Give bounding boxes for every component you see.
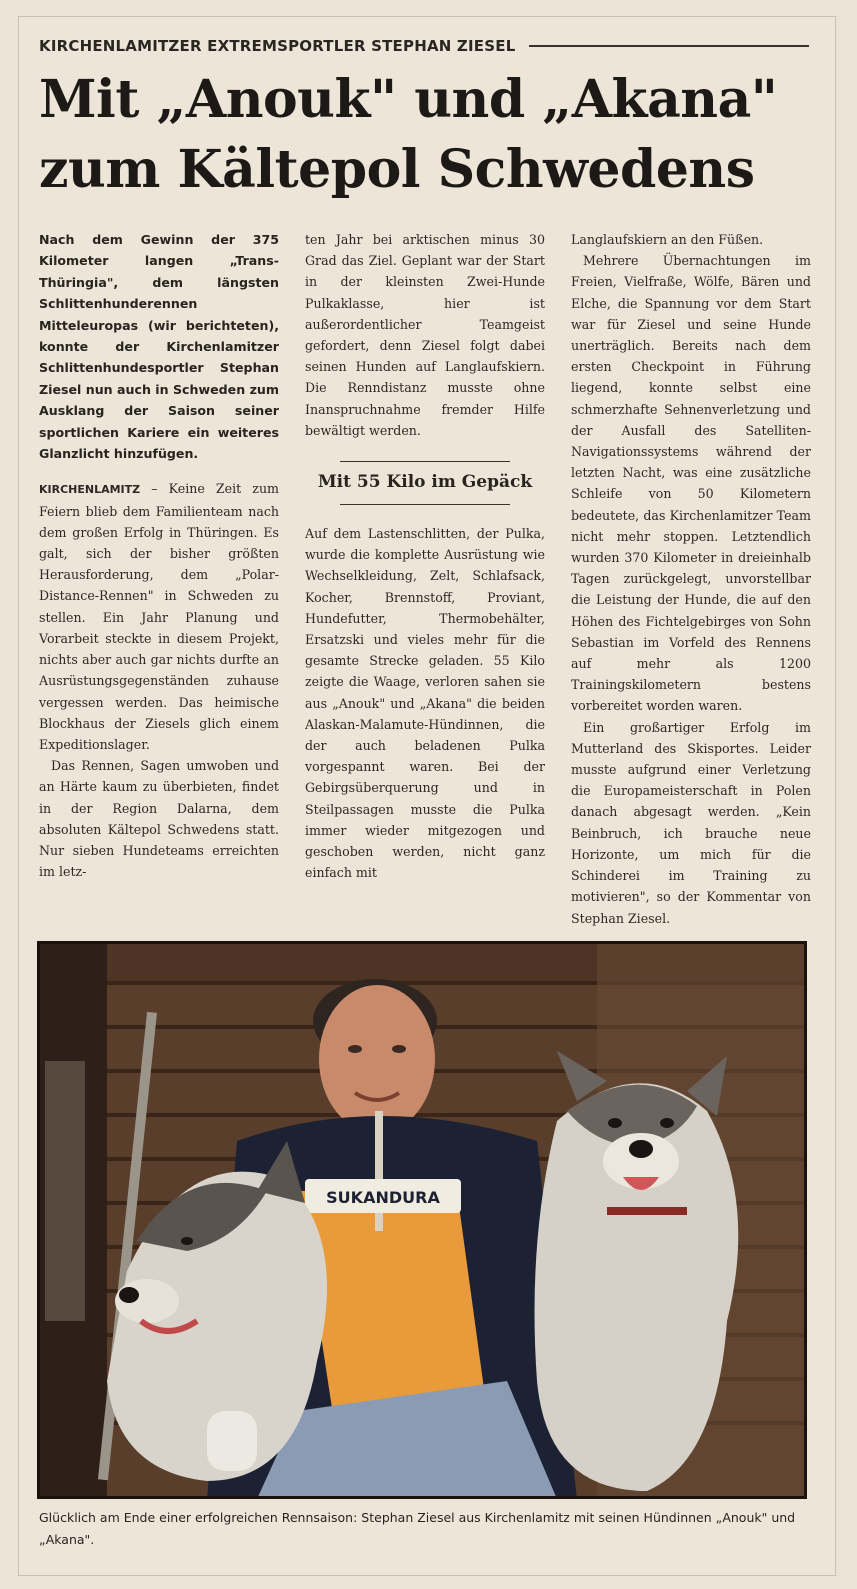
photo-illustration	[37, 941, 807, 1499]
body-paragraph: Das Rennen, Sagen umwoben und an Härte kaum zu überbieten, findet in der Region Dalarna, dem absoluten Kältepol Schwedens statt. Nur sieben Hundeteams erreichten im letz-	[39, 758, 279, 880]
kicker-rule	[529, 45, 809, 47]
body-paragraph: Mehrere Übernachtungen im Freien, Vielfraße, Wölfe, Bären und Elche, die Spannung vor dem Start war für Ziesel und seine Hunde unerträglich. Bereits nach dem ersten Checkpoint in Führung liegend, konnte selbst eine schmerzhafte Sehnenverletzung und der Ausfall des Satelliten-Navigationssystems während der letzten Nacht, was eine zusätzliche Schleife von 50 Kilometern bedeutete, das Kirchenlamitzer Team nicht mehr stoppen. Letztendlich wurden 370 Kilometer in dreieinhalb Tagen zurückgelegt, unvorstellbar die Leistung der Hunde, die auf den Höhen des Fichtelgebirges von Sohn Sebastian im Vorfeld des Rennens auf mehr als 1200 Trainingskilometern bestens vorbereitet worden waren.	[571, 253, 811, 714]
body-paragraph: Ein großartiger Erfolg im Mutterland des Skisportes. Leider musste aufgrund einer Verletzung die Europameisterschaft in Polen danach abgesagt werden. „Kein Beinbruch, ich brauche neue Horizonte, um mich für die Schinderei im Training zu motivieren", so der Kommentar von Stephan Ziesel.	[571, 719, 811, 926]
subhead: Mit 55 Kilo im Gepäck	[317, 472, 533, 493]
subhead-rule-top	[340, 461, 510, 462]
dateline: KIRCHENLAMITZ	[39, 483, 141, 497]
column-3	[571, 229, 811, 941]
subhead-rule-bottom	[340, 504, 510, 505]
body-paragraph	[39, 478, 279, 755]
headline-line-1: Mit „Anouk" und „Akana"	[39, 69, 778, 130]
body-paragraph: ten Jahr bei arktischen minus 30 Grad das Ziel. Geplant war der Start in der kleinsten Zwei-Hunde Pulkaklasse, hier ist außerordentlicher Teamgeist gefordert, denn Ziesel folgt dabei seinen Hunden auf Langlaufskiern. Die Renndistanz musste ohne Inanspruchnahme fremder Hilfe bewältigt werden.	[305, 232, 545, 438]
body-paragraph: Auf dem Lastenschlitten, der Pulka, wurde die komplette Ausrüstung wie Wechselkleidung, Zelt, Schlafsack, Kocher, Brennstoff, Proviant, Hundefutter, Thermobehälter, Ersatzski und vieles mehr für die gesamte Strecke geladen. 55 Kilo zeigte die Waage, verloren sahen sie aus „Anouk" und „Akana" die beiden Alaskan-Malamute-Hündinnen, die der auch beladenen Pulka vorgespannt waren. Bei der Gebirgsüberquerung und in Steilpassagen musste die Pulka immer wieder mitgezogen und geschoben werden, nicht ganz einfach mit	[305, 526, 545, 881]
body-paragraph: Langlaufskiern an den Füßen.	[571, 232, 764, 247]
article-photo	[37, 941, 807, 1499]
jacket-logo-text: SUKANDURA	[326, 1188, 440, 1207]
newspaper-clipping	[18, 16, 836, 1576]
headline-line-2: zum Kältepol Schwedens	[39, 139, 755, 200]
body-text: – Keine Zeit zum Feiern blieb dem Familienteam nach dem großen Erfolg in Thüringen. Es galt, sich der bisher größten Herausforderung, dem „Polar-Distance-Rennen" in Schweden zu stellen. Ein Jahr Planung und Vorarbeit steckte in diesem Projekt, nichts aber auch gar nichts durfte an Ausrüstungsgegenständen zuhause vergessen werden. Das heimische Blockhaus der Ziesels glich einem Expeditionslager.	[39, 481, 279, 752]
photo-caption: Glücklich am Ende einer erfolgreichen Rennsaison: Stephan Ziesel aus Kirchenlamitz mit seinen Hündinnen „Anouk" und „Akana".	[39, 1510, 796, 1547]
subhead-block	[305, 461, 545, 505]
article-body	[39, 229, 821, 941]
kicker-row	[39, 35, 809, 57]
column-1	[39, 229, 279, 941]
column-2	[305, 229, 545, 941]
kicker: KIRCHENLAMITZER EXTREMSPORTLER STEPHAN ZIESEL	[39, 37, 516, 55]
headline	[39, 65, 819, 205]
lead-paragraph: Nach dem Gewinn der 375 Kilometer langen „Trans-Thüringia", dem längsten Schlittenhunderennen Mitteleuropas (wir berichteten), konnte der Kirchenlamitzer Schlittenhundesportler Stephan Ziesel nun auch in Schweden zum Ausklang der Saison seiner sportlichen Kariere ein weiteres Glanzlicht hinzufügen.	[39, 232, 279, 462]
